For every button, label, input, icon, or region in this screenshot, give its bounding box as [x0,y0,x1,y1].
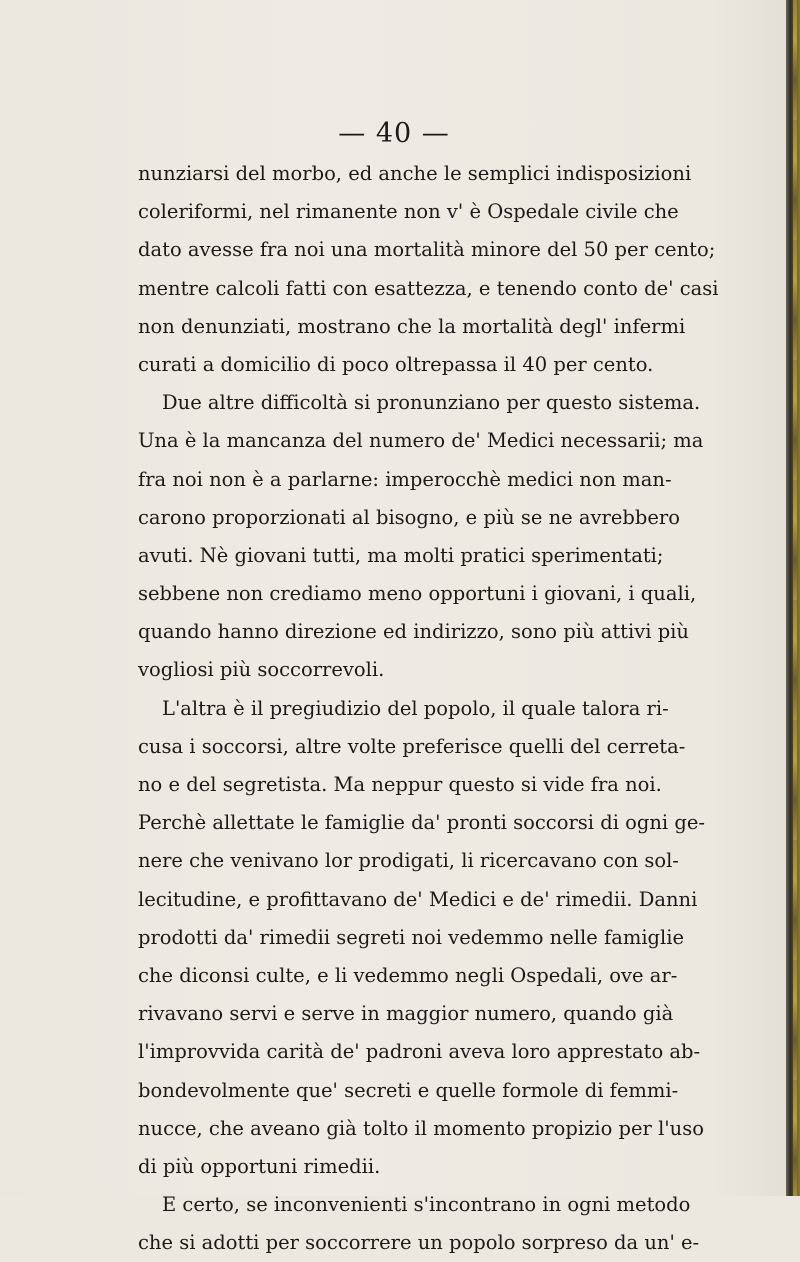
text-line: nunziarsi del morbo, ed anche le semplici indisposizioni [138,162,692,185]
text-line: coleriformi, nel rimanente non v' è Ospedale civile che [138,200,679,224]
text-line: nucce, che aveano già tolto il momento propizio per l'uso [138,1116,704,1140]
text-line: che diconsi culte, e li vedemmo negli Ospedali, ove ar- [138,963,678,987]
text-line: rivavano servi e serve in maggior numero, quando già [138,1002,674,1026]
text-line: prodotti da' rimedii segreti noi vedemmo nelle famiglie [138,925,685,949]
text-line: curati a domicilio di poco oltrepassa il 40 per cento. [138,352,654,376]
paragraph-start-line: L'altra è il pregiudizio del popolo, il quale talora ri- [162,696,669,720]
page-number-header: — 40 — [338,118,450,149]
paragraph-start-line: Due altre difficoltà si pronunziano per questo sistema. [162,391,701,415]
text-line: nere che venivano lor prodigati, li ricercavano con sol- [138,849,679,873]
text-line: l'improvvida carità de' padroni aveva loro apprestato ab- [138,1040,701,1064]
text-line: quando hanno direzione ed indirizzo, sono più attivi più [138,620,689,644]
text-line: carono proporzionati al bisogno, e più se ne avrebbero [138,505,680,529]
text-line: di più opportuni rimedii. [138,1154,381,1178]
text-line: fra noi non è a parlarne: imperocchè medici non man- [138,467,672,491]
paragraph-start-line: E certo, se inconvenienti s'incontrano in ogni metodo [162,1193,691,1217]
text-line: bondevolmente que' secreti e quelle formole di femmi- [138,1078,679,1102]
text-line: no e del segretista. Ma neppur questo si vide fra noi. [138,773,662,796]
text-line: avuti. Nè giovani tutti, ma molti pratici sperimentati; [138,543,664,567]
text-line: che si adotti per soccorrere un popolo sorpreso da un' e- [138,1231,700,1255]
text-line: Perchè allettate le famiglie da' pronti soccorsi di ogni ge- [138,811,705,835]
text-line: vogliosi più soccorrevoli. [138,658,385,682]
text-line: Una è la mancanza del numero de' Medici necessarii; ma [138,429,704,453]
binding-strip [793,0,797,1196]
text-line: cusa i soccorsi, altre volte preferisce quelli del cerreta- [138,734,686,758]
body-text [138,155,768,1262]
text-line: mentre calcoli fatti con esattezza, e tenendo conto de' casi [138,276,719,300]
text-line: non denunziati, mostrano che la mortalità degl' infermi [138,314,686,338]
text-line: sebbene non crediamo meno opportuni i giovani, i quali, [138,582,697,606]
text-line: dato avesse fra noi una mortalità minore del 50 per cento; [138,238,716,262]
text-line: lecitudine, e profittavano de' Medici e de' rimedii. Danni [138,887,698,911]
